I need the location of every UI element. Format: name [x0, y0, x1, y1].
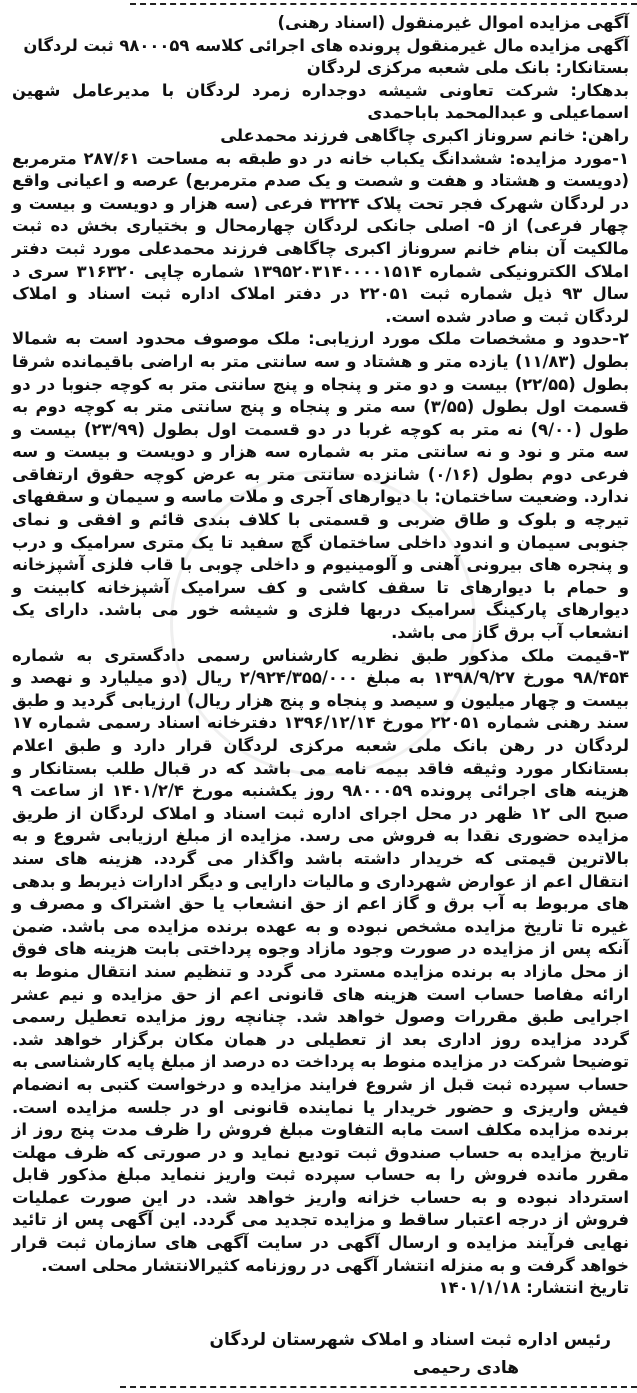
- notice-title: آگهی مزایده اموال غیرمنقول (اسناد رهنی): [277, 13, 629, 32]
- notice-subtitle: آگهی مزایده مال غیرمنقول پرونده های اجرائی کلاسه ۹۸۰۰۰۵۹ ثبت لردگان: [23, 35, 629, 55]
- mortgagor-line: راهن: خانم سروناز اکبری چاگاهی فرزند محمدعلی: [220, 125, 629, 145]
- notice-body: [12, 12, 629, 1300]
- paragraph-price-terms: ۳-قیمت ملک مذکور طبق نظریه کارشناس رسمی دادگستری به شماره ۹۸/۴۵۴ مورخ ۱۳۹۸/۹/۲۷ به مبلغ ۲/۹۲۴/۳۵۵/۰۰۰ ریال (دو میلیارد و نهصد و بیست و چهار میلیون و سیصد و پنجاه و پنج هزار ریال) ارزیابی گردید و طبق سند رهنی شماره ۲۲۰۵۱ مورخ ۱۳۹۶/۱۲/۱۴ دفترخانه اسناد رسمی شماره ۱۷ لردگان در رهن بانک ملی شعبه مرکزی لردگان قرار دارد و طبق اعلام بستانکار مورد وثیقه فاقد بیمه نامه می باشد که در قبال طلب بستانکار و هزینه های اجرائی پرونده ۹۸۰۰۰۵۹ روز یکشنبه مورخ ۱۴۰۱/۲/۴ از ساعت ۹ صبح الی ۱۲ ظهر در محل اجرای اداره ثبت اسناد و املاک لردگان از طریق مزایده حضوری نقدا به فروش می رسد. مزایده از مبلغ ارزیابی شروع و به بالاترین قیمتی که خریدار داشته باشد واگذار می گردد. هزینه های سند انتقال اعم از عوارض شهرداری و مالیات دارایی و دیگر ادارات ذیربط و بدهی های مربوط به آب برق و گاز اعم از حق انشعاب یا حق اشتراک و مصرف و غیره تا تاریخ مزایده مشخص نبوده و به عهده برنده مزایده می باشد. ضمن آنکه پس از مزایده در صورت وجود مازاد وجوه پرداختی بابت هزینه های فوق از محل مازاد به برنده مزایده مسترد می گردد و تنظیم سند انتقال منوط به ارائه مفاصا حساب است هزینه های قانونی اعم از حق مزایده و نیم عشر اجرایی طبق مقررات وصول خواهد شد. چنانچه روز مزایده تعطیل رسمی گردد مزایده روز اداری بعد از تعطیلی در همان مکان برگزار خواهد شد. توضیحا شرکت در مزایده منوط به پرداخت ده درصد از مبلغ پایه کارشناسی به حساب سپرده ثبت قبل از شروع فرایند مزایده و درخواست کتبی به انضمام فیش واریزی و حضور خریدار یا نماینده قانونی او در جلسه مزایده است. برنده مزایده مکلف است مابه التفاوت مبلغ فروش را ظرف مدت پنج روز از تاریخ مزایده به حساب صندوق ثبت تودیع نماید و در صورتی که ظرف مهلت مقرر مانده فروش را به حساب سپرده ثبت واریز ننماید مبلغ مذکور قابل استرداد نبوده و به حساب خزانه واریز خواهد شد. در این صورت عملیات فروش از درجه اعتبار ساقط و مزایده تجدید می گردد. این آگهی پس از تائید نهایی فرآیند مزایده و ارسال آگهی در سایت آگهی های سازمان ثبت قرار خواهد گرفت و به منزله انتشار آگهی در روزنامه کثیرالانتشار محلی است.: [12, 645, 630, 1275]
- top-dashed-rule: [130, 3, 637, 5]
- signature-block: [210, 1326, 611, 1382]
- bottom-dashed-rule: [120, 1386, 637, 1388]
- signatory-title: رئیس اداره ثبت اسناد و املاک شهرستان لردگان: [209, 1330, 611, 1350]
- paragraph-subject: ۱-مورد مزایده: ششدانگ یکباب خانه در دو طبقه به مساحت ۲۸۷/۶۱ مترمربع (دویست و هشتاد و هفت و شصت و یک صدم مترمربع) عرصه و اعیانی واقع در لردگان شهرک فجر تحت پلاک ۳۲۲۴ فرعی (سه هزار و دویست و بیست و چهار فرعی) از ۵- اصلی جانکی لردگان چهارمحال و بختیاری بخش ده ثبت مالکیت آن بنام خانم سروناز اکبری چاگاهی فرزند محمدعلی مورد ثبت دفتر املاک الکترونیکی شماره ۱۳۹۵۲۰۳۱۴۰۰۰۰۱۵۱۴ شماره چاپی ۳۱۶۳۲۰ سری د سال ۹۳ ذیل شماره ثبت ۲۲۰۵۱ در دفتر املاک اداره ثبت اسناد و املاک لردگان ثبت و صادر شده است.: [12, 148, 630, 326]
- signatory-name: هادی رحیمی: [413, 1358, 519, 1378]
- debtor-line: بدهکار: شرکت تعاونی شیشه دوجداره زمرد لردگان با مدیرعامل شهین اسماعیلی و عبدالمحمد باباحمدی: [12, 80, 629, 123]
- creditor-line: بستانکار: بانک ملی شعبه مرکزی لردگان: [306, 58, 629, 78]
- paragraph-boundaries: ۲-حدود و مشخصات ملک مورد ارزیابی: ملک موصوف محدود است به شمالا بطول (۱۱/۸۳) یازده متر و هشتاد و سه سانتی متر به اراضی باقیمانده شرقا بطول (۲۲/۵۵) بیست و دو متر و پنجاه و پنج سانتی متر به کوچه جنوبا در دو قسمت اول بطول (۳/۵۵) سه متر و پنجاه و پنج سانتی متر به کوچه دوم به طول (۹/۰۰) نه متر به کوچه غربا در دو قسمت اول بطول (۲۳/۹۹) بیست و سه متر و نود و نه سانتی متر به شماره سه هزار و دویست و بیست و سه فرعی دوم بطول (۰/۱۶) شانزده سانتی متر به عرض کوچه حقوق ارتفاقی ندارد. وضعیت ساختمان: با دیوارهای آجری و ملات ماسه و سیمان و سقفهای تیرچه و بلوک و طاق ضربی و قسمتی با کلاف بندی قائم و افقی و نمای جنوبی سیمان و اندود داخلی ساختمان گچ سفید تا یک متری سرامیک و درب و پنجره های بیرونی آهنی و آلومینیوم و داخلی چوبی با قاب فلزی آشپزخانه و حمام با دیوارهای تا سقف کاشی و کف سرامیک آشپزخانه کابینت و دیوارهای پارکینگ سرامیک دربها فلزی و شیشه خور می باشد. دارای یک انشعاب آب برق گاز می باشد.: [12, 329, 629, 643]
- publish-date: تاریخ انتشار: ۱۴۰۱/۱/۱۸: [438, 1278, 629, 1298]
